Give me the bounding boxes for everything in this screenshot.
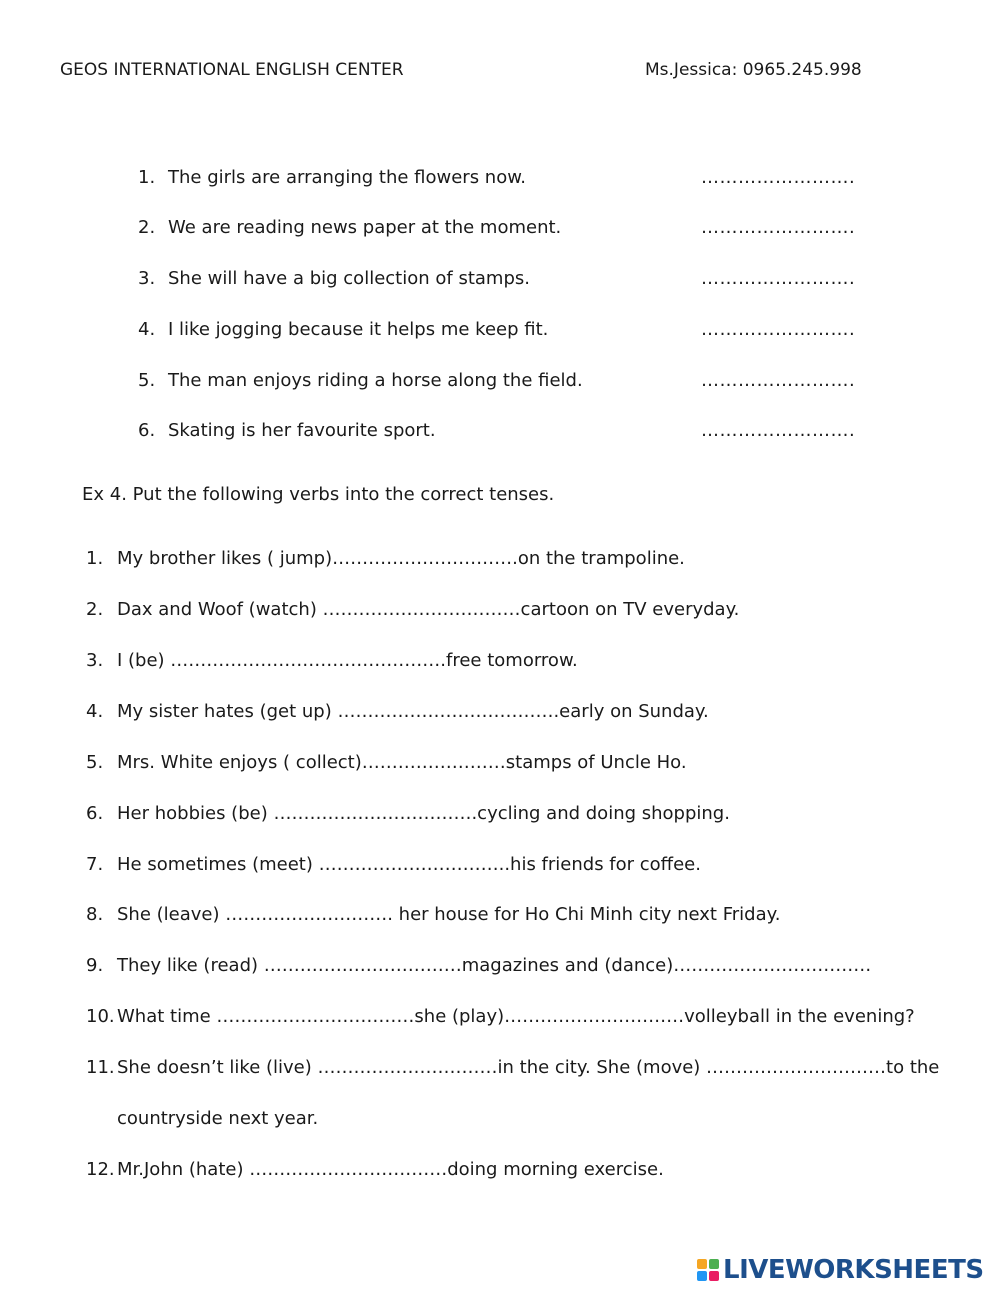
item-text: I like jogging because it helps me keep fit. [168, 319, 549, 340]
item-number: 4. [138, 319, 156, 340]
item-text: He sometimes (meet) …………………………..his friends for coffee. [117, 854, 701, 875]
answer-blank[interactable]: ……………………. [701, 217, 856, 238]
item-text: The man enjoys riding a horse along the field. [168, 370, 583, 391]
item-text: Skating is her favourite sport. [168, 420, 436, 441]
logo-block [697, 1271, 707, 1281]
item-number: 3. [86, 650, 104, 671]
liveworksheets-logo [697, 1255, 984, 1285]
item-number: 5. [86, 752, 104, 773]
item-text: The girls are arranging the flowers now. [168, 167, 527, 188]
item-number: 6. [138, 420, 156, 441]
item-number: 11. [86, 1057, 115, 1078]
item-text: What time ……………………………she (play)…………………………volleyball in the evening? [117, 1006, 915, 1027]
header-school-name: GEOS INTERNATIONAL ENGLISH CENTER [60, 60, 404, 80]
item-number: 7. [86, 854, 104, 875]
item-text: I (be) ……………………………………….free tomorrow. [117, 650, 578, 671]
logo-block [709, 1271, 719, 1281]
item-text: She (leave) ………………………. her house for Ho Chi Minh city next Friday. [117, 904, 781, 925]
exercise-title: Ex 4. Put the following verbs into the correct tenses. [82, 484, 555, 505]
item-number: 2. [138, 217, 156, 238]
item-text: Dax and Woof (watch) ……………………………cartoon on TV everyday. [117, 599, 740, 620]
item-number: 10. [86, 1006, 115, 1027]
item-number: 9. [86, 955, 104, 976]
answer-blank[interactable]: ……………………. [701, 167, 856, 188]
answer-blank[interactable]: ……………………. [701, 319, 856, 340]
logo-text: LIVEWORKSHEETS [723, 1255, 984, 1285]
item-text: She doesn’t like (live) …………………………in the city. She (move) …………………………to the [117, 1057, 940, 1078]
answer-blank[interactable]: ……………………. [701, 268, 856, 289]
item-number: 2. [86, 599, 104, 620]
item-number: 1. [86, 548, 104, 569]
logo-block [709, 1259, 719, 1269]
item-text: They like (read) ……………………………magazines and (dance)…………………………… [117, 955, 872, 976]
item-text: Her hobbies (be) …………………………….cycling and doing shopping. [117, 803, 730, 824]
item-number: 8. [86, 904, 104, 925]
item-text: countryside next year. [117, 1108, 319, 1129]
item-number: 3. [138, 268, 156, 289]
item-number: 5. [138, 370, 156, 391]
item-text: My sister hates (get up) ……………………………….early on Sunday. [117, 701, 709, 722]
item-text: We are reading news paper at the moment. [168, 217, 562, 238]
logo-blocks-icon [697, 1259, 719, 1281]
item-number: 4. [86, 701, 104, 722]
item-text: Mr.John (hate) ……………………………doing morning exercise. [117, 1159, 664, 1180]
item-text: Mrs. White enjoys ( collect)……………………stamps of Uncle Ho. [117, 752, 687, 773]
header-teacher-contact: Ms.Jessica: 0965.245.998 [645, 60, 862, 80]
item-number: 1. [138, 167, 156, 188]
item-text: She will have a big collection of stamps. [168, 268, 530, 289]
item-number: 6. [86, 803, 104, 824]
logo-block [697, 1259, 707, 1269]
item-text: My brother likes ( jump)………………………….on the trampoline. [117, 548, 685, 569]
item-number: 12. [86, 1159, 115, 1180]
answer-blank[interactable]: ……………………. [701, 420, 856, 441]
answer-blank[interactable]: ……………………. [701, 370, 856, 391]
